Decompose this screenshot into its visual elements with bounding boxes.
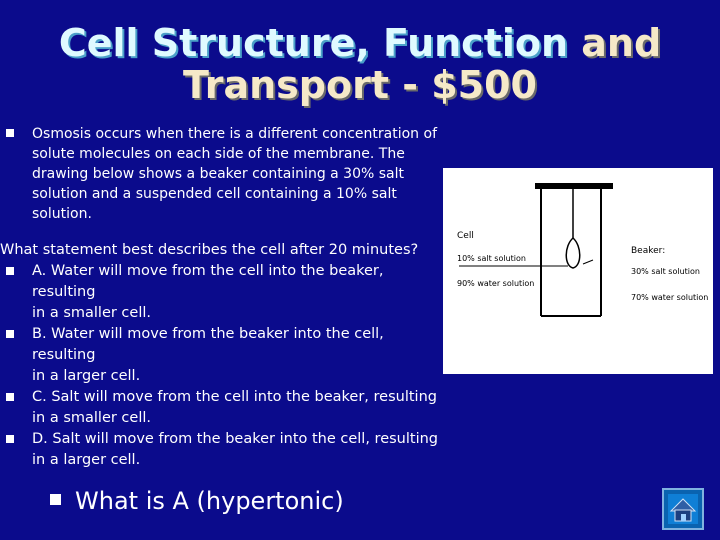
osmosis-diagram <box>443 168 713 374</box>
intro-line: Osmosis occurs when there is a different concentration of <box>32 126 438 142</box>
bullet-square-icon <box>6 435 14 443</box>
intro-bullet <box>6 124 446 224</box>
cell-label: Cell <box>457 231 474 241</box>
option-line: in a larger cell. <box>32 368 141 384</box>
option-line: B. Water will move from the beaker into the cell, resulting <box>32 326 384 363</box>
intro-line: solution. <box>32 206 92 222</box>
option-line: C. Salt will move from the cell into the beaker, resulting <box>32 389 437 405</box>
bullet-square-icon <box>6 267 14 275</box>
title-and: and <box>581 21 662 65</box>
option-line: in a larger cell. <box>32 452 141 468</box>
question-text: What statement best describes the cell after 20 minutes? <box>0 242 419 258</box>
beaker-label: Beaker: <box>631 246 666 256</box>
bullet-square-icon <box>6 330 14 338</box>
bullet-square-icon <box>6 129 14 137</box>
option-line: A. Water will move from the cell into the beaker, resulting <box>32 263 384 300</box>
intro-line: drawing below shows a beaker containing a 30% salt <box>32 166 405 182</box>
beaker-pointer-line <box>583 260 593 264</box>
option-line: in a smaller cell. <box>32 305 151 321</box>
slide-title <box>0 18 720 110</box>
intro-line: solute molecules on each side of the membrane. The <box>32 146 405 162</box>
title-line-2: Transport - $500 <box>182 63 537 107</box>
option-d <box>0 429 445 471</box>
cell-shape <box>566 238 580 268</box>
intro-paragraph <box>6 124 446 224</box>
option-line: D. Salt will move from the beaker into the cell, resulting <box>32 431 438 447</box>
option-line: in a smaller cell. <box>32 410 151 426</box>
bullet-square-icon <box>50 494 61 505</box>
title-line-1: Cell Structure, Function and <box>58 21 662 65</box>
beaker-line-2: 70% water solution <box>631 293 709 302</box>
beaker-line-1: 30% salt solution <box>631 267 700 276</box>
option-a <box>0 261 445 324</box>
home-button[interactable] <box>662 488 704 530</box>
cell-line-1: 10% salt solution <box>457 254 526 263</box>
option-b <box>0 324 445 387</box>
beaker-cell-drawing <box>443 168 713 374</box>
bullet-square-icon <box>6 393 14 401</box>
home-icon <box>664 490 702 528</box>
intro-line: solution and a suspended cell containing a 10% salt <box>32 186 397 202</box>
answer-text: What is A (hypertonic) <box>75 487 344 515</box>
question-block <box>0 240 445 471</box>
answer-line <box>50 484 344 518</box>
option-c <box>0 387 445 429</box>
cell-line-2: 90% water solution <box>457 279 535 288</box>
